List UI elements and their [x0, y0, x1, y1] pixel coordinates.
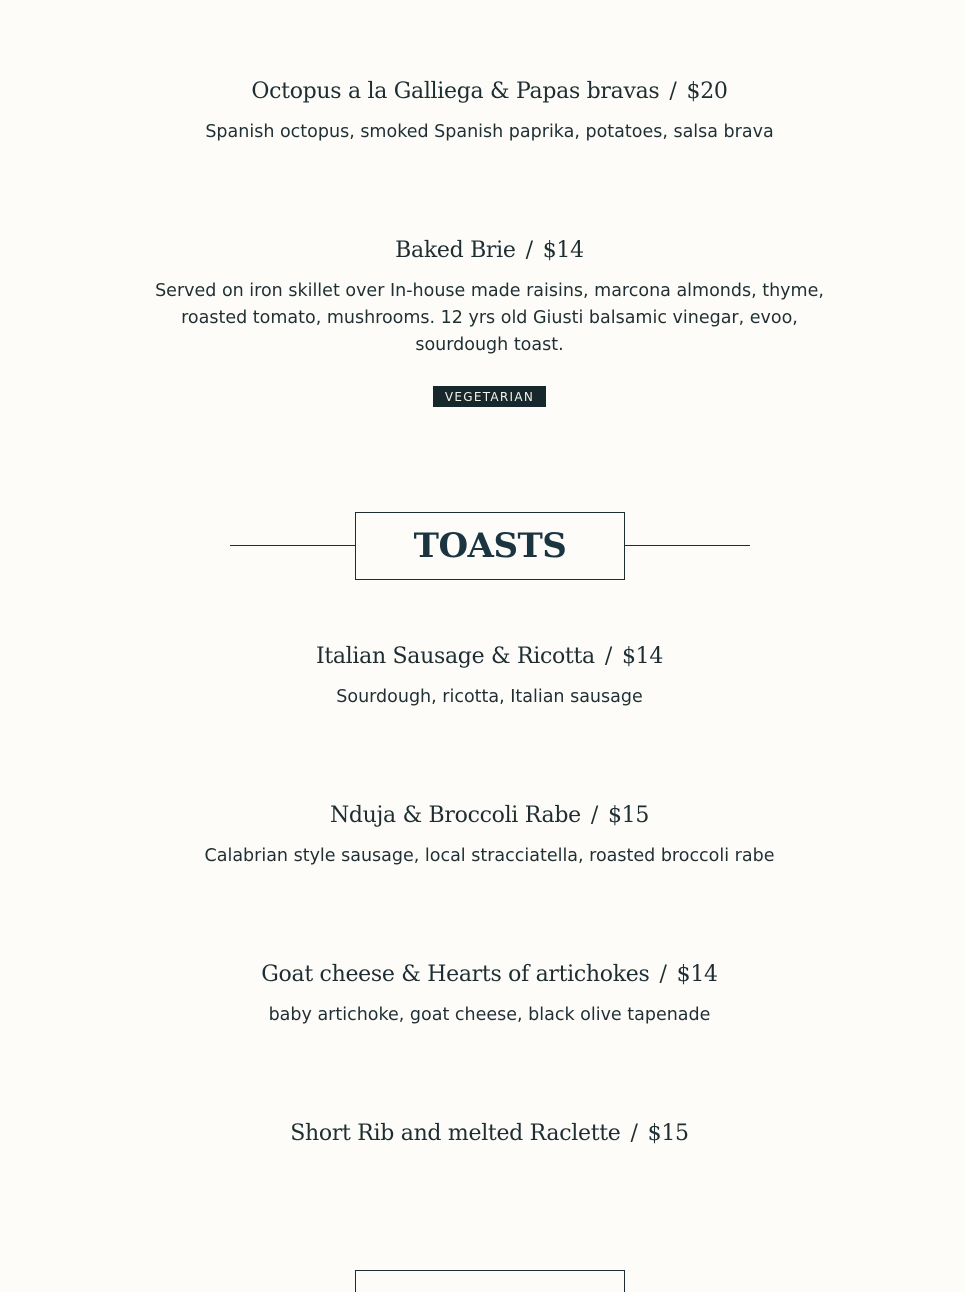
item-name: Goat cheese & Hearts of artichokes: [261, 962, 650, 987]
menu-item-title: [7, 1120, 965, 1148]
menu-item-nduja: [7, 802, 965, 870]
item-price: $14: [676, 962, 718, 987]
menu-item-title: [7, 237, 965, 265]
menu-item-title: [7, 961, 965, 989]
section-title-box: [355, 512, 625, 580]
item-price: $15: [647, 1121, 689, 1146]
menu-item-baked-brie: [7, 237, 965, 407]
next-section-title-box: [355, 1270, 625, 1292]
item-description: Sourdough, ricotta, Italian sausage: [336, 687, 643, 707]
item-price: $14: [542, 238, 584, 263]
menu-item-italian-sausage: [7, 643, 965, 711]
price-separator: /: [604, 644, 612, 669]
item-price: $14: [621, 644, 664, 669]
item-price: $15: [607, 803, 650, 828]
item-description: Served on iron skillet over In-house made raisins, marcona almonds, thyme, roasted tomato, mushrooms. 12 yrs old Giusti balsamic vinegar, evoo, sourdough toast.: [155, 281, 824, 355]
price-separator: /: [669, 79, 677, 104]
price-separator: /: [590, 803, 598, 828]
item-name: Nduja & Broccoli Rabe: [329, 803, 581, 828]
item-description: Spanish octopus, smoked Spanish paprika, potatoes, salsa brava: [205, 122, 774, 142]
section-title: TOASTS: [413, 526, 567, 566]
item-name: Short Rib and melted Raclette: [290, 1121, 621, 1146]
divider-right: [625, 545, 750, 546]
price-separator: /: [525, 238, 533, 263]
divider-left: [230, 545, 355, 546]
price-separator: /: [630, 1121, 638, 1146]
price-separator: /: [659, 962, 667, 987]
item-name: Italian Sausage & Ricotta: [315, 644, 595, 669]
item-price: $20: [686, 79, 728, 104]
vegetarian-badge: VEGETARIAN: [433, 386, 546, 407]
item-name: Baked Brie: [395, 238, 516, 263]
menu-item-short-rib: [7, 1120, 965, 1148]
menu-item-octopus: [7, 78, 965, 146]
section-header-toasts: [230, 512, 750, 580]
item-description: Calabrian style sausage, local stracciatella, roasted broccoli rabe: [204, 846, 775, 866]
item-name: Octopus a la Galliega & Papas bravas: [251, 79, 660, 104]
menu-item-goat-cheese: [7, 961, 965, 1029]
menu-item-title: [7, 802, 965, 830]
item-description: baby artichoke, goat cheese, black olive tapenade: [268, 1005, 711, 1025]
menu-item-title: [7, 643, 965, 671]
menu-item-title: [7, 78, 965, 106]
